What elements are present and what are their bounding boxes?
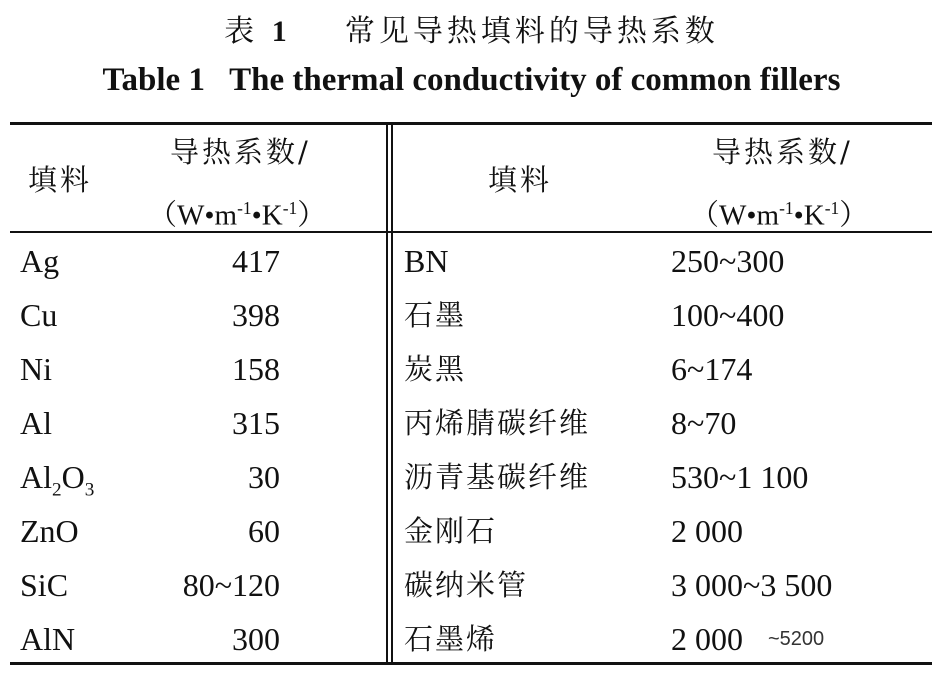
left-value-ag: 417 <box>232 243 280 279</box>
unit-open: （W•m <box>148 199 238 232</box>
left-filler-al: Al <box>20 405 52 441</box>
unit-open: （W•m <box>690 199 780 232</box>
left-filler-ag: Ag <box>20 243 60 279</box>
left-value-al2o3: 30 <box>248 459 280 495</box>
header-filler-right: 填料 <box>488 163 553 197</box>
header-unit-right <box>690 188 868 236</box>
unit-close: ） <box>839 199 869 232</box>
al2o3-sub1: 2 <box>52 479 62 501</box>
right-filler-pitch-carbon-fiber: 沥青基碳纤维 <box>404 460 591 494</box>
left-filler-cu: Cu <box>20 297 58 333</box>
top-rule <box>10 122 932 125</box>
al2o3-o: O <box>61 459 85 495</box>
right-value-cnt: 3 000~3 500 <box>671 567 833 603</box>
right-value-bn: 250~300 <box>671 243 785 279</box>
left-filler-ni: Ni <box>20 351 52 387</box>
left-value-aln: 300 <box>232 621 280 657</box>
right-value-carbon-black: 6~174 <box>671 351 753 387</box>
title-cn-number: 1 <box>271 15 291 48</box>
header-unit-left <box>148 188 326 236</box>
divider-line-1 <box>386 124 388 662</box>
right-value-pitch-carbon-fiber: 530~1 100 <box>671 459 809 495</box>
left-value-zno: 60 <box>248 513 280 549</box>
bottom-rule <box>10 662 932 665</box>
right-filler-graphite: 石墨 <box>404 298 467 332</box>
right-filler-graphene: 石墨烯 <box>404 622 498 656</box>
unit-exp1: -1 <box>237 198 252 218</box>
right-filler-pan-carbon-fiber: 丙烯腈碳纤维 <box>404 406 591 440</box>
left-value-sic: 80~120 <box>182 567 280 603</box>
title-cn-prefix: 表 <box>224 14 259 49</box>
header-conductivity-right: 导热系数/ <box>712 135 853 169</box>
right-filler-carbon-black: 炭黑 <box>404 352 467 386</box>
unit-exp1: -1 <box>779 198 794 218</box>
left-value-al: 315 <box>232 405 280 441</box>
left-value-cu: 398 <box>232 297 280 333</box>
header-filler-left: 填料 <box>28 163 93 197</box>
right-value-graphite: 100~400 <box>671 297 785 333</box>
right-value-graphene: 2 000 <box>671 621 743 657</box>
right-filler-cnt: 碳纳米管 <box>404 568 529 602</box>
left-filler-al2o3 <box>20 457 94 510</box>
left-filler-sic: SiC <box>20 567 69 603</box>
table-title-en: Table 1 The thermal conductivity of common fillers <box>102 62 841 98</box>
table-title-cn <box>0 6 943 50</box>
title-cn-text: 常见导热填料的导热系数 <box>344 14 719 49</box>
right-value-pan-carbon-fiber: 8~70 <box>671 405 737 441</box>
unit-mid: •K <box>251 199 283 232</box>
right-filler-bn: BN <box>404 243 449 279</box>
left-value-ni: 158 <box>232 351 280 387</box>
al2o3-sub2: 3 <box>84 479 95 501</box>
left-filler-zno: ZnO <box>20 513 79 549</box>
right-value-diamond: 2 000 <box>671 513 743 549</box>
unit-exp2: -1 <box>282 198 298 218</box>
right-filler-diamond: 金刚石 <box>404 514 498 548</box>
unit-close: ） <box>297 199 327 232</box>
al2o3-al: Al <box>20 459 52 495</box>
unit-exp2: -1 <box>824 198 840 218</box>
unit-mid: •K <box>793 199 825 232</box>
right-note-graphene: ~5200 <box>768 628 825 650</box>
header-conductivity-left: 导热系数/ <box>170 135 311 169</box>
left-filler-aln: AlN <box>20 621 76 657</box>
divider-line-2 <box>391 124 393 662</box>
